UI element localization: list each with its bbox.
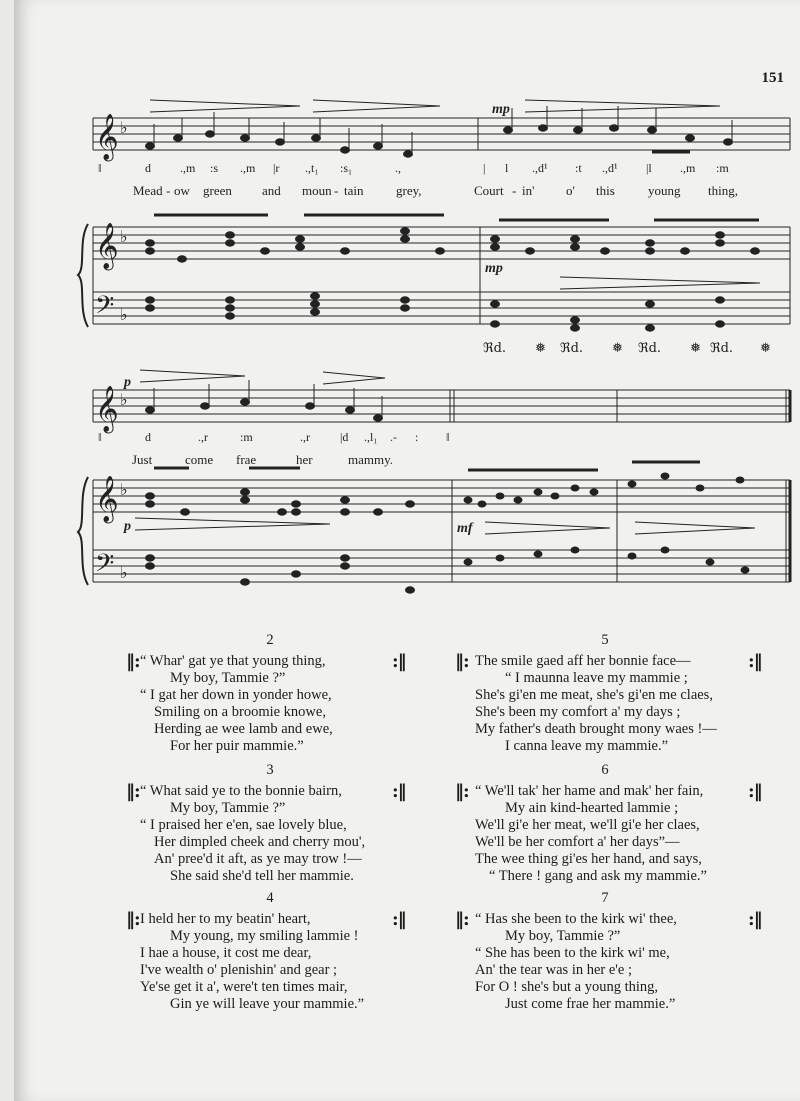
lyric: thing,	[708, 183, 738, 198]
lyric: come	[185, 452, 214, 467]
voice-notes-2	[146, 380, 383, 421]
svg-text:♭: ♭	[120, 227, 128, 246]
piano-bass-staff-2	[93, 550, 790, 582]
treble-clef-icon: 𝄞	[95, 476, 119, 522]
solfa: :m	[240, 430, 253, 444]
solfa: .,m	[240, 161, 256, 175]
solfa: :s	[210, 161, 219, 175]
solfa: .,l₁	[364, 430, 378, 444]
verse-7: 7 “ Has she been to the kirk wi' thee, My boy, Tammie ?” “ She has been to the kirk wi' me, An' the tear was in her e'e ; For O ! she's but a young thing, Just come frae her mammie.”	[475, 890, 677, 1012]
lyric: frae	[236, 452, 257, 467]
solfa-row-1	[98, 161, 729, 175]
solfa: .,d¹	[532, 161, 548, 175]
lyric: moun	[302, 183, 332, 198]
lyric: ow	[174, 183, 190, 198]
pedal-mark: ℜd.	[710, 341, 734, 356]
repeat-open-4: ‖:	[126, 909, 140, 930]
solfa: .,m	[180, 161, 196, 175]
solfa: .,d¹	[602, 161, 618, 175]
pedal-release-icon: ❅	[760, 341, 771, 356]
lyric: grey,	[396, 183, 422, 198]
lyric: -	[512, 183, 517, 198]
lyric: young	[648, 183, 681, 198]
solfa: d	[145, 161, 151, 175]
lyrics-row-2	[132, 452, 393, 467]
svg-text:♭: ♭	[120, 118, 128, 137]
repeat-open-5: ‖:	[455, 651, 469, 672]
bass-clef-icon: 𝄢	[95, 291, 115, 326]
solfa: .,	[395, 161, 401, 175]
piano-bass-notes-2	[146, 547, 750, 593]
svg-text:♭: ♭	[120, 390, 128, 409]
pedal-marks	[483, 341, 771, 356]
repeat-close-4: :‖	[392, 909, 406, 930]
verse-2: 2 “ Whar' gat ye that young thing, My boy, Tammie ?” “ I gat her down in yonder howe, Smiling on a broomie knowe, Herding ae wee lamb and ewe, For her puir mammie.”	[140, 632, 333, 754]
solfa: .,t₁	[305, 161, 319, 175]
solfa: :m	[716, 161, 729, 175]
repeat-close-3: :‖	[392, 781, 406, 802]
dynamic-mp-voice: mp	[492, 102, 510, 117]
repeat-open-2: ‖:	[126, 651, 140, 672]
verse-5: 5 The smile gaed aff her bonnie face— “ I maunna leave my mammie ; She's gi'en me meat, she's gi'en me claes, She's been my comfort a' my days ; My father's death brought mony waes !— I canna leave my mammie.”	[475, 632, 717, 754]
pedal-release-icon: ❅	[612, 341, 623, 356]
pedal-mark: ℜd.	[560, 341, 584, 356]
lyric: green	[203, 183, 232, 198]
dynamic-mf-piano: mf	[457, 521, 473, 536]
lyric: o'	[566, 183, 575, 198]
lyric: -	[334, 183, 339, 198]
pedal-release-icon: ❅	[690, 341, 701, 356]
repeat-close-7: :‖	[748, 909, 762, 930]
dynamic-mp-piano: mp	[485, 261, 503, 276]
solfa: d	[145, 430, 151, 444]
verse-3: 3 “ What said ye to the bonnie bairn, My boy, Tammie ?” “ I praised her e'en, sae lovely blue, Her dimpled cheek and cherry mou', An' pree'd it aft, as ye may trow !— She said she'd tell her mammie.	[140, 762, 366, 884]
solfa: .,r	[300, 430, 310, 444]
piano-bass-notes-1	[146, 293, 725, 331]
treble-clef-icon: 𝄞	[95, 114, 119, 160]
repeat-close-2: :‖	[392, 651, 406, 672]
svg-text:‖: ‖	[98, 430, 102, 444]
piano-treble-notes-2	[146, 462, 745, 515]
repeat-close-6: :‖	[748, 781, 762, 802]
lyrics-row-1	[133, 183, 738, 198]
solfa: :s₁	[340, 161, 353, 175]
verse-6: 6 “ We'll tak' her hame and mak' her fain, My ain kind-hearted lammie ; We'll gi'e her meat, we'll gi'e her claes, We'll be her comfort a' her days”— The wee thing gi'es her hand, and says, “ There ! gang and ask my mammie.”	[475, 762, 707, 884]
lyric: her	[296, 452, 313, 467]
svg-text:|: |	[483, 161, 486, 175]
solfa: :	[415, 430, 419, 444]
lyric: Mead	[133, 183, 163, 198]
svg-text:‖: ‖	[98, 161, 102, 175]
solfa: :t	[575, 161, 582, 175]
page-number: 151	[761, 70, 784, 86]
voice-staff-1	[93, 118, 790, 150]
lyric: in'	[522, 183, 535, 198]
lyric: this	[596, 183, 615, 198]
lyric: mammy.	[348, 452, 394, 467]
solfa: .,m	[680, 161, 696, 175]
svg-text:‖: ‖	[446, 430, 450, 444]
repeat-open-7: ‖:	[455, 909, 469, 930]
svg-text:♭: ♭	[120, 305, 128, 324]
repeat-close-5: :‖	[748, 651, 762, 672]
solfa-row-2	[98, 430, 449, 444]
solfa: |r	[273, 161, 280, 175]
solfa: .-	[390, 430, 397, 444]
piano-treble-notes-1	[146, 215, 760, 262]
dynamic-p-voice: p	[124, 375, 131, 390]
lyric: Just	[132, 452, 153, 467]
pedal-release-icon: ❅	[535, 341, 546, 356]
lyric: and	[262, 183, 281, 198]
voice-staff-2	[93, 390, 790, 422]
bass-clef-icon: 𝄢	[95, 549, 115, 584]
treble-clef-icon: 𝄞	[95, 223, 119, 269]
lyric: tain	[344, 183, 364, 198]
lyric: Court	[474, 183, 504, 198]
pedal-mark: ℜd.	[483, 341, 507, 356]
verse-4: 4 I held her to my beatin' heart, My young, my smiling lammie ! I hae a house, it cost me dear, I've wealth o' plenishin' and gear ; Ye'se get it a', were't ten times mair, Gin ye will leave your mammie.”	[140, 890, 365, 1012]
repeat-open-6: ‖:	[455, 781, 469, 802]
solfa: .,r	[198, 430, 208, 444]
svg-text:♭: ♭	[120, 563, 128, 582]
lyric: -	[166, 183, 171, 198]
piano-bass-staff-1	[93, 292, 790, 324]
solfa: |l	[646, 161, 652, 175]
repeat-open-3: ‖:	[126, 781, 140, 802]
dynamic-p-piano: p	[124, 519, 131, 534]
treble-clef-icon: 𝄞	[95, 386, 119, 432]
solfa: l	[505, 161, 509, 175]
pedal-mark: ℜd.	[638, 341, 662, 356]
solfa: |d	[340, 430, 349, 444]
svg-text:♭: ♭	[120, 480, 128, 499]
piano-treble-staff-2	[93, 480, 790, 512]
